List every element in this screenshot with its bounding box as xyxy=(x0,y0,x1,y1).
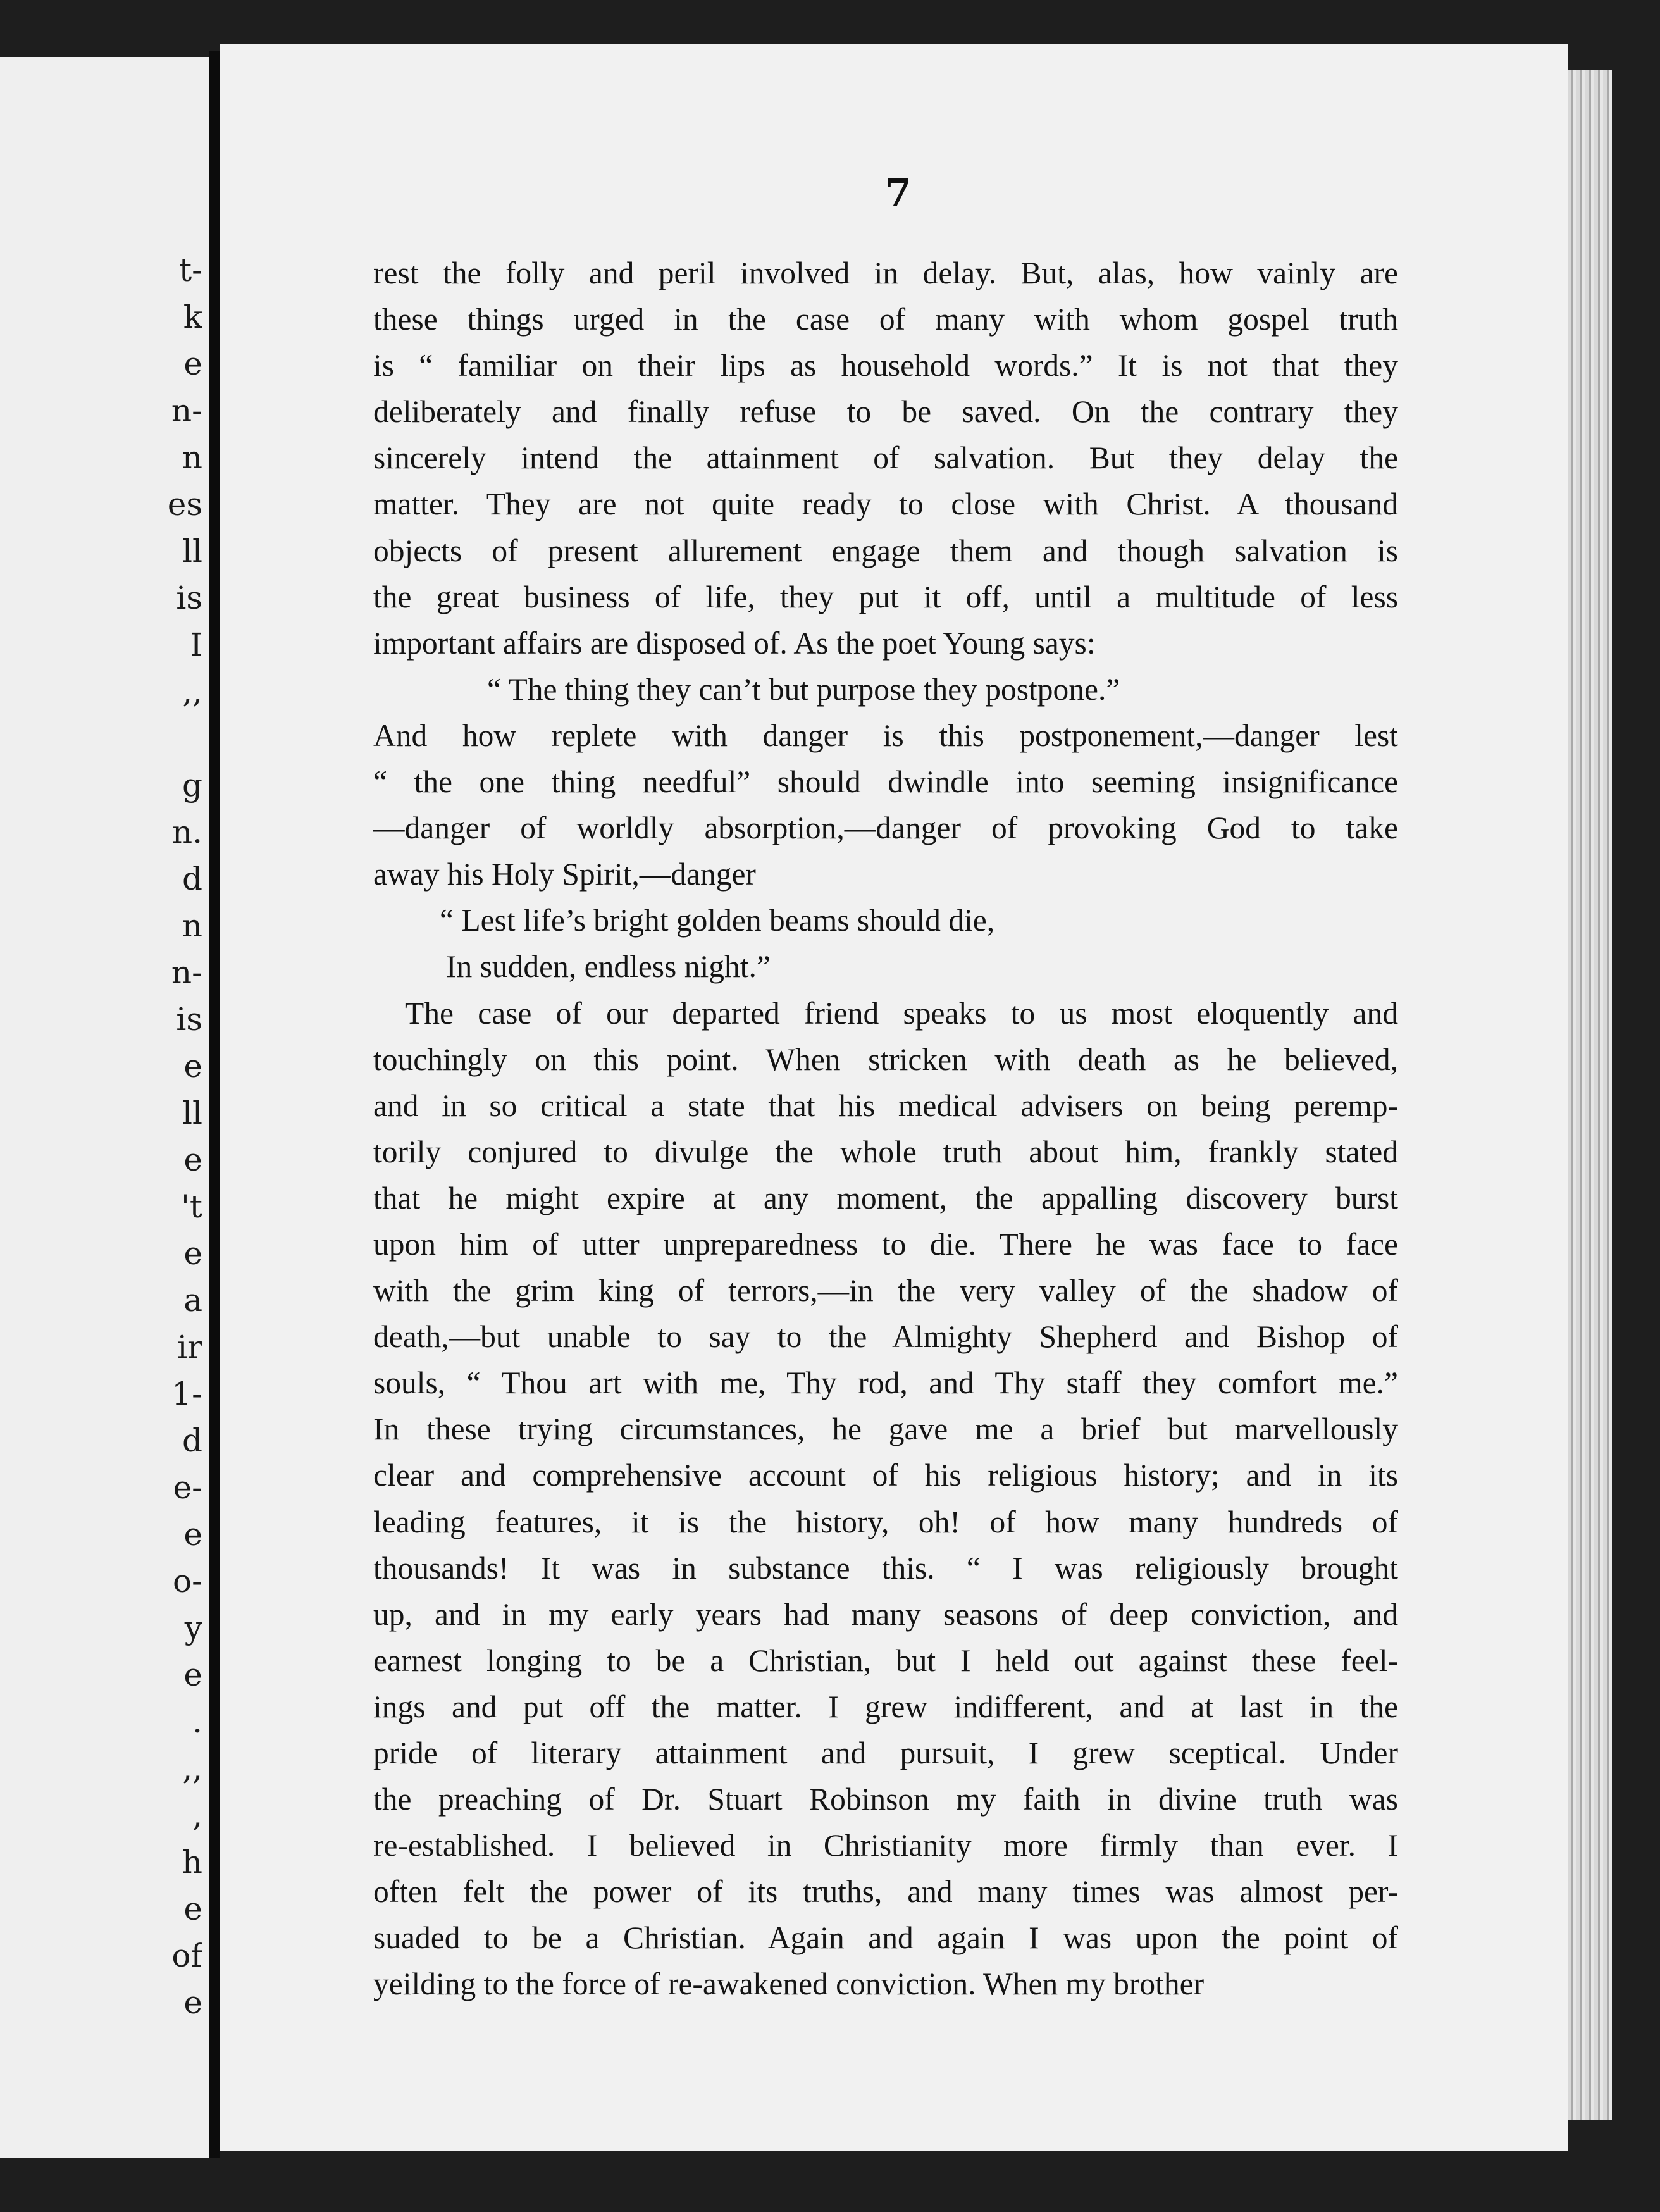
left-margin-fragment: e xyxy=(183,1235,202,1272)
left-margin-fragment: d xyxy=(182,1422,202,1459)
text-line: important affairs are disposed of. As the poet Young says: xyxy=(373,625,1096,661)
left-margin-fragment: e xyxy=(183,1656,202,1693)
left-margin-fragment: e xyxy=(183,1141,202,1178)
left-margin-fragment: h xyxy=(182,1844,202,1880)
left-margin-fragment: 't xyxy=(181,1188,202,1225)
left-page xyxy=(0,57,215,2158)
left-margin-fragment: n- xyxy=(171,392,202,429)
left-margin-fragment: a xyxy=(183,1282,202,1319)
left-margin-fragment: t- xyxy=(179,252,202,289)
left-margin-fragment: o- xyxy=(173,1563,202,1600)
text-line: earnest longing to be a Christian, but I held out against these feel- xyxy=(373,1643,1398,1678)
text-line: sincerely intend the attainment of salvation. But they delay the xyxy=(373,440,1398,476)
text-line: is “ familiar on their lips as household words.” It is not that they xyxy=(373,348,1398,383)
left-margin-fragment: es xyxy=(167,486,202,523)
left-margin-fragment: 1- xyxy=(171,1376,202,1412)
text-line: The case of our departed friend speaks to us most eloquently and xyxy=(405,995,1398,1031)
text-line: matter. They are not quite ready to close with Christ. A thousand xyxy=(373,487,1398,522)
left-margin-fragment: y xyxy=(184,1610,202,1646)
left-margin-fragment: ,, xyxy=(182,1750,202,1787)
text-line: away his Holy Spirit,—danger xyxy=(373,857,756,892)
left-margin-fragment: e xyxy=(183,1048,202,1084)
text-line: death,—but unable to say to the Almighty Shepherd and Bishop of xyxy=(373,1319,1398,1355)
left-margin-fragment: is xyxy=(176,1001,202,1038)
left-margin-fragment: ,, xyxy=(182,673,202,710)
text-line: leading features, it is the history, oh! of how many hundreds of xyxy=(373,1504,1398,1539)
text-line: the great business of life, they put it off, until a multitude of less xyxy=(373,579,1398,614)
text-line: ings and put off the matter. I grew indifferent, and at last in the xyxy=(373,1689,1398,1724)
text-line: the preaching of Dr. Stuart Robinson my faith in divine truth was xyxy=(373,1782,1398,1817)
text-line: In sudden, endless night.” xyxy=(446,949,771,985)
left-margin-fragment: ir xyxy=(177,1329,202,1365)
body-text xyxy=(373,250,1398,2008)
left-margin-fragment: of xyxy=(171,1937,202,1974)
book-gutter xyxy=(209,51,220,2158)
text-line: —danger of worldly absorption,—danger of provoking God to take xyxy=(373,811,1398,846)
left-margin-fragment: n xyxy=(182,907,202,944)
left-margin-fragment: e xyxy=(183,1516,202,1553)
left-margin-fragment: e xyxy=(183,1984,202,2021)
text-line: and in so critical a state that his medical advisers on being peremp- xyxy=(373,1088,1398,1123)
text-line: touchingly on this point. When stricken with death as he believed, xyxy=(373,1041,1398,1077)
text-line: re-established. I believed in Christianity more firmly than ever. I xyxy=(373,1828,1398,1863)
left-margin-fragment: n xyxy=(182,439,202,476)
text-line: that he might expire at any moment, the appalling discovery burst xyxy=(373,1180,1398,1215)
left-page-cut-text xyxy=(0,247,202,2026)
left-margin-fragment: ll xyxy=(182,533,202,569)
text-line: And how replete with danger is this postponement,—danger lest xyxy=(373,718,1398,753)
text-line: objects of present allurement engage them and though salvation is xyxy=(373,533,1398,568)
text-line: these things urged in the case of many with whom gospel truth xyxy=(373,302,1398,337)
text-line: souls, “ Thou art with me, Thy rod, and Thy staff they comfort me.” xyxy=(373,1365,1398,1401)
left-margin-fragment: e- xyxy=(173,1469,202,1506)
left-margin-fragment: I xyxy=(190,626,202,663)
text-line: In these trying circumstances, he gave me a brief but marvellously xyxy=(373,1412,1398,1447)
text-line: often felt the power of its truths, and many times was almost per- xyxy=(373,1874,1398,1910)
page-edges xyxy=(1568,70,1612,2120)
left-margin-fragment: n. xyxy=(171,814,202,850)
text-line: torily conjured to divulge the whole truth about him, frankly stated xyxy=(373,1134,1398,1169)
left-margin-fragment: . xyxy=(192,1703,202,1740)
left-margin-fragment: n- xyxy=(171,954,202,991)
text-line: pride of literary attainment and pursuit, I grew sceptical. Under xyxy=(373,1736,1398,1770)
left-margin-fragment: e xyxy=(183,345,202,382)
left-margin-fragment: k xyxy=(183,299,202,335)
text-line: clear and comprehensive account of his religious history; and in its xyxy=(373,1458,1398,1493)
left-margin-fragment: g xyxy=(182,767,202,804)
left-margin-fragment: e xyxy=(183,1891,202,1927)
text-line: upon him of utter unpreparedness to die. There he was face to face xyxy=(373,1226,1398,1262)
text-line: with the grim king of terrors,—in the very valley of the shadow of xyxy=(373,1273,1398,1308)
text-line: thousands! It was in substance this. “ I was religiously brought xyxy=(373,1550,1398,1586)
text-line: deliberately and finally refuse to be saved. On the contrary they xyxy=(373,394,1398,430)
page-number: 7 xyxy=(885,171,912,215)
text-line: “ The thing they can’t but purpose they postpone.” xyxy=(487,671,1120,707)
text-line: rest the folly and peril involved in delay. But, alas, how vainly are xyxy=(373,256,1398,290)
text-line: up, and in my early years had many seasons of deep conviction, and xyxy=(373,1596,1398,1632)
text-line: suaded to be a Christian. Again and again I was upon the point of xyxy=(373,1920,1398,1956)
text-line: yeilding to the force of re-awakened conviction. When my brother xyxy=(373,1967,1205,2002)
left-margin-fragment: ll xyxy=(182,1095,202,1131)
text-line: “ the one thing needful” should dwindle into seeming insignificance xyxy=(373,764,1398,800)
left-margin-fragment: is xyxy=(176,580,202,616)
text-line: “ Lest life’s bright golden beams should die, xyxy=(440,903,995,938)
left-margin-fragment: d xyxy=(182,861,202,897)
left-margin-fragment xyxy=(0,715,202,762)
left-margin-fragment: , xyxy=(192,1797,202,1834)
